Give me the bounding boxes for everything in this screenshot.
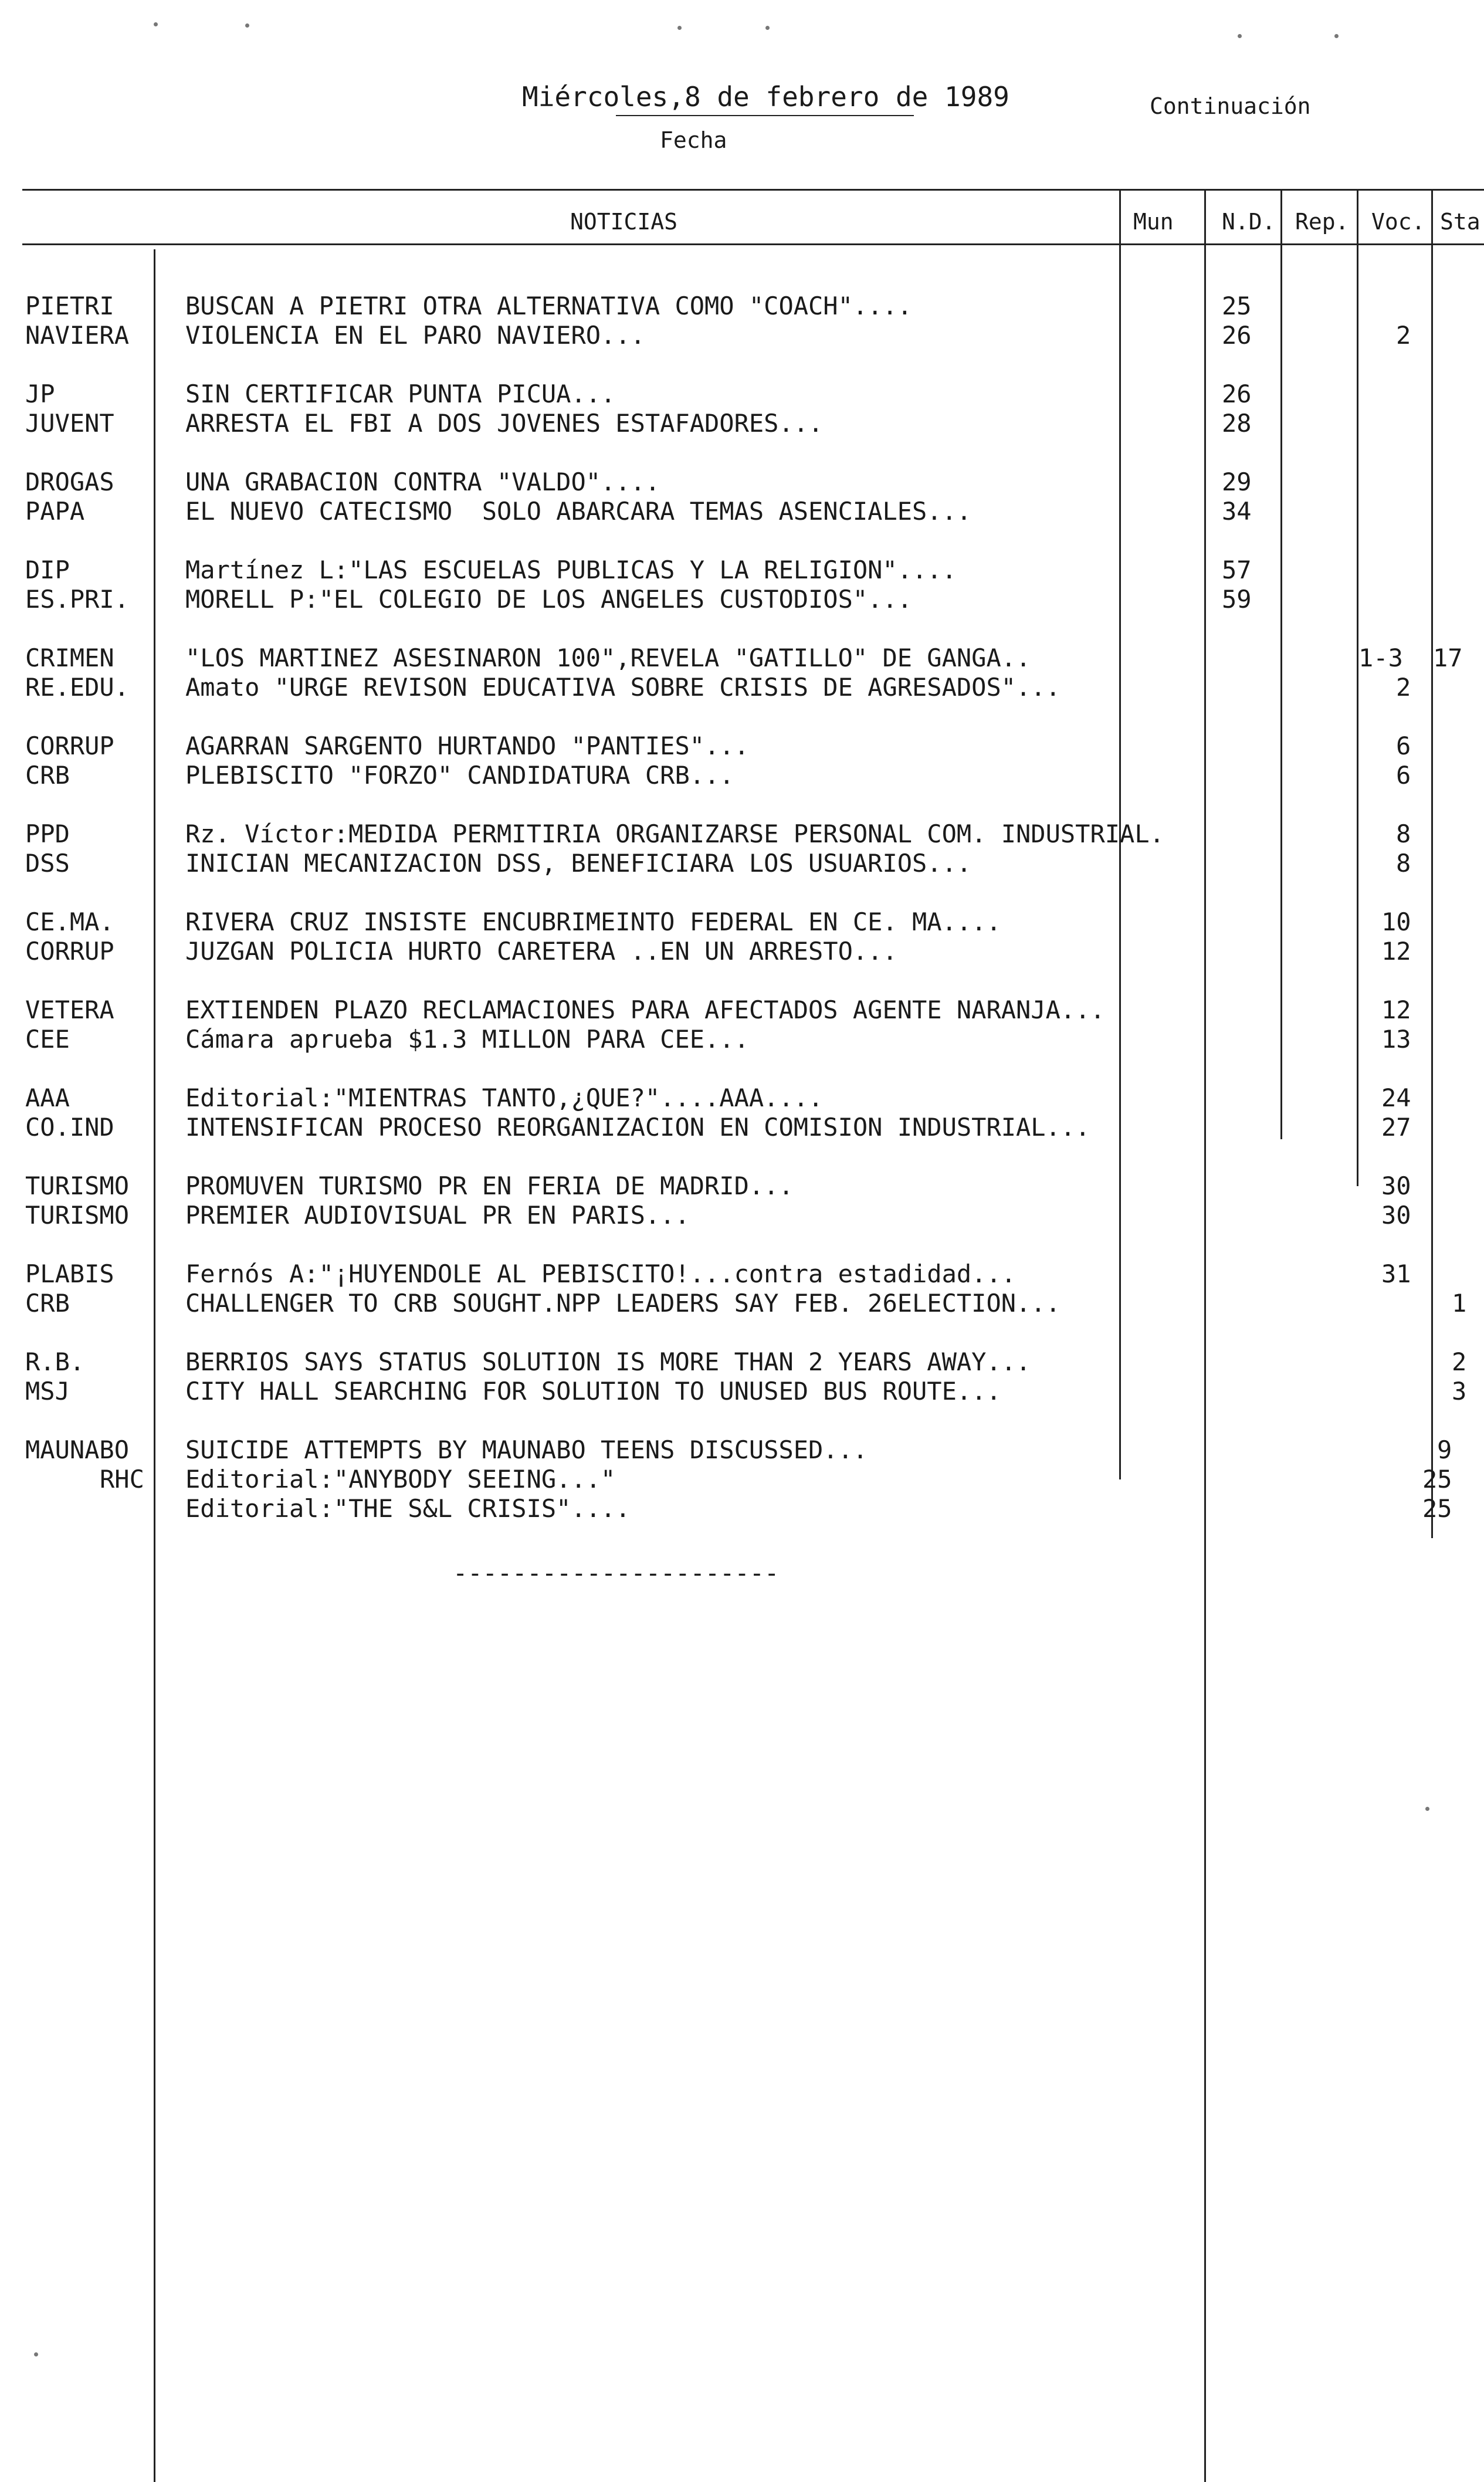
row-headline: INTENSIFICAN PROCESO REORGANIZACION EN COMISION INDUSTRIAL... [185, 1113, 1090, 1142]
row-code: CRB [25, 1289, 70, 1318]
row-voc: 6 [1396, 732, 1411, 760]
column-rule-sta [1431, 189, 1433, 1538]
row-code: TURISMO [25, 1201, 130, 1230]
row-sta: 2 [1452, 1347, 1467, 1376]
row-code: RHC [100, 1465, 144, 1494]
column-header-rep: Rep. [1295, 209, 1349, 235]
row-headline: CITY HALL SEARCHING FOR SOLUTION TO UNUSED BUS ROUTE... [185, 1377, 1001, 1406]
table-header-rule [22, 243, 1484, 245]
row-voc: 2 [1396, 321, 1411, 350]
row-nd: 25 [1222, 292, 1252, 320]
column-rule-voc [1357, 189, 1358, 1186]
row-code: CRIMEN [25, 644, 114, 672]
row-headline: JUZGAN POLICIA HURTO CARETERA ..EN UN ARRESTO... [185, 937, 897, 966]
scan-speck [1238, 34, 1242, 38]
continuation-label: Continuación [1150, 93, 1311, 119]
row-headline: EXTIENDEN PLAZO RECLAMACIONES PARA AFECTADOS AGENTE NARANJA... [185, 995, 1105, 1024]
row-voc: 1-3 [1358, 644, 1403, 672]
row-headline: Editorial:"THE S&L CRISIS".... [185, 1494, 631, 1523]
row-headline: CHALLENGER TO CRB SOUGHT.NPP LEADERS SAY FEB. 26ELECTION... [185, 1289, 1061, 1318]
row-nd: 57 [1222, 556, 1252, 584]
row-voc: 31 [1381, 1259, 1411, 1288]
row-headline: Fernós A:"¡HUYENDOLE AL PEBISCITO!...contra estadidad... [185, 1259, 1017, 1288]
row-headline: SIN CERTIFICAR PUNTA PICUA... [185, 380, 616, 408]
row-code: ES.PRI. [25, 585, 130, 614]
row-code: CORRUP [25, 732, 114, 760]
row-headline: Editorial:"MIENTRAS TANTO,¿QUE?"....AAA.... [185, 1083, 824, 1112]
row-headline: Editorial:"ANYBODY SEEING..." [185, 1465, 616, 1494]
row-headline: Rz. Víctor:MEDIDA PERMITIRIA ORGANIZARSE PERSONAL COM. INDUSTRIAL. [185, 820, 1164, 848]
row-voc: 8 [1396, 820, 1411, 848]
column-header-mun: Mun [1133, 209, 1174, 235]
row-sta: 1 [1452, 1289, 1467, 1318]
row-headline: PLEBISCITO "FORZO" CANDIDATURA CRB... [185, 761, 734, 790]
row-code: AAA [25, 1083, 70, 1112]
row-headline: PROMUVEN TURISMO PR EN FERIA DE MADRID... [185, 1171, 794, 1200]
row-headline: MORELL P:"EL COLEGIO DE LOS ANGELES CUSTODIOS"... [185, 585, 913, 614]
row-sta: 25 [1422, 1465, 1452, 1494]
column-rule-rep [1280, 189, 1282, 1139]
row-voc: 24 [1381, 1083, 1411, 1112]
end-marker: ---------------------- [453, 1559, 780, 1587]
row-nd: 28 [1222, 409, 1252, 438]
row-headline: UNA GRABACION CONTRA "VALDO".... [185, 468, 660, 496]
row-nd: 59 [1222, 585, 1252, 614]
row-voc: 13 [1381, 1025, 1411, 1054]
row-headline: BUSCAN A PIETRI OTRA ALTERNATIVA COMO "COACH".... [185, 292, 913, 320]
row-code: JP [25, 380, 55, 408]
row-headline: AGARRAN SARGENTO HURTANDO "PANTIES"... [185, 732, 749, 760]
column-header-nd: N.D. [1222, 209, 1276, 235]
row-voc: 8 [1396, 849, 1411, 878]
date-label: Fecha [660, 127, 727, 153]
date-underline [616, 115, 914, 116]
column-header-sta: Sta [1440, 209, 1480, 235]
scan-speck [1425, 1807, 1429, 1811]
column-rule-nd [1204, 189, 1206, 2482]
row-headline: PREMIER AUDIOVISUAL PR EN PARIS... [185, 1201, 690, 1230]
row-code: MSJ [25, 1377, 70, 1406]
row-headline: ARRESTA EL FBI A DOS JOVENES ESTAFADORES... [185, 409, 824, 438]
row-headline: SUICIDE ATTEMPTS BY MAUNABO TEENS DISCUSSED... [185, 1435, 868, 1464]
row-code: DIP [25, 556, 70, 584]
row-code: PAPA [25, 497, 85, 526]
row-nd: 26 [1222, 321, 1252, 350]
row-code: PLABIS [25, 1259, 114, 1288]
row-code: PPD [25, 820, 70, 848]
row-code: PIETRI [25, 292, 114, 320]
row-nd: 29 [1222, 468, 1252, 496]
row-code: RE.EDU. [25, 673, 130, 702]
scan-speck [677, 26, 682, 30]
scan-speck [1334, 34, 1339, 38]
row-code: CO.IND [25, 1113, 114, 1142]
row-code: CORRUP [25, 937, 114, 966]
row-voc: 30 [1381, 1171, 1411, 1200]
row-code: CEE [25, 1025, 70, 1054]
row-sta: 25 [1422, 1494, 1452, 1523]
row-voc: 27 [1381, 1113, 1411, 1142]
row-nd: 26 [1222, 380, 1252, 408]
row-headline: INICIAN MECANIZACION DSS, BENEFICIARA LOS USUARIOS... [185, 849, 972, 878]
row-nd: 34 [1222, 497, 1252, 526]
row-code: NAVIERA [25, 321, 130, 350]
row-code: JUVENT [25, 409, 114, 438]
row-headline: RIVERA CRUZ INSISTE ENCUBRIMEINTO FEDERAL EN CE. MA.... [185, 908, 1001, 936]
row-voc: 6 [1396, 761, 1411, 790]
row-headline: Amato "URGE REVISON EDUCATIVA SOBRE CRISIS DE AGRESADOS"... [185, 673, 1061, 702]
column-header-voc: Voc. [1371, 209, 1425, 235]
row-code: CRB [25, 761, 70, 790]
row-voc: 30 [1381, 1201, 1411, 1230]
column-header-noticias: NOTICIAS [570, 209, 678, 235]
row-voc: 12 [1381, 995, 1411, 1024]
table-top-rule [22, 189, 1484, 191]
row-code: R.B. [25, 1347, 85, 1376]
column-rule-code [154, 249, 155, 2482]
row-headline: Cámara aprueba $1.3 MILLON PARA CEE... [185, 1025, 749, 1054]
row-sta: 9 [1437, 1435, 1452, 1464]
row-headline: EL NUEVO CATECISMO SOLO ABARCARA TEMAS ASENCIALES... [185, 497, 972, 526]
row-headline: "LOS MARTINEZ ASESINARON 100",REVELA "GATILLO" DE GANGA.. [185, 644, 1031, 672]
scan-speck [765, 26, 770, 30]
row-voc: 10 [1381, 908, 1411, 936]
row-headline: BERRIOS SAYS STATUS SOLUTION IS MORE THAN 2 YEARS AWAY... [185, 1347, 1031, 1376]
row-voc: 2 [1396, 673, 1411, 702]
row-sta: 17 [1433, 644, 1463, 672]
scan-speck [154, 22, 158, 26]
row-code: VETERA [25, 995, 114, 1024]
row-code: MAUNABO [25, 1435, 130, 1464]
row-code: DSS [25, 849, 70, 878]
date-heading: Miércoles,8 de febrero de 1989 [522, 81, 1009, 113]
row-voc: 12 [1381, 937, 1411, 966]
row-headline: Martínez L:"LAS ESCUELAS PUBLICAS Y LA RELIGION".... [185, 556, 957, 584]
scan-speck [245, 23, 249, 28]
row-headline: VIOLENCIA EN EL PARO NAVIERO... [185, 321, 645, 350]
row-code: TURISMO [25, 1171, 130, 1200]
row-sta: 3 [1452, 1377, 1467, 1406]
row-code: DROGAS [25, 468, 114, 496]
row-code: CE.MA. [25, 908, 114, 936]
scan-speck [34, 2352, 38, 2356]
